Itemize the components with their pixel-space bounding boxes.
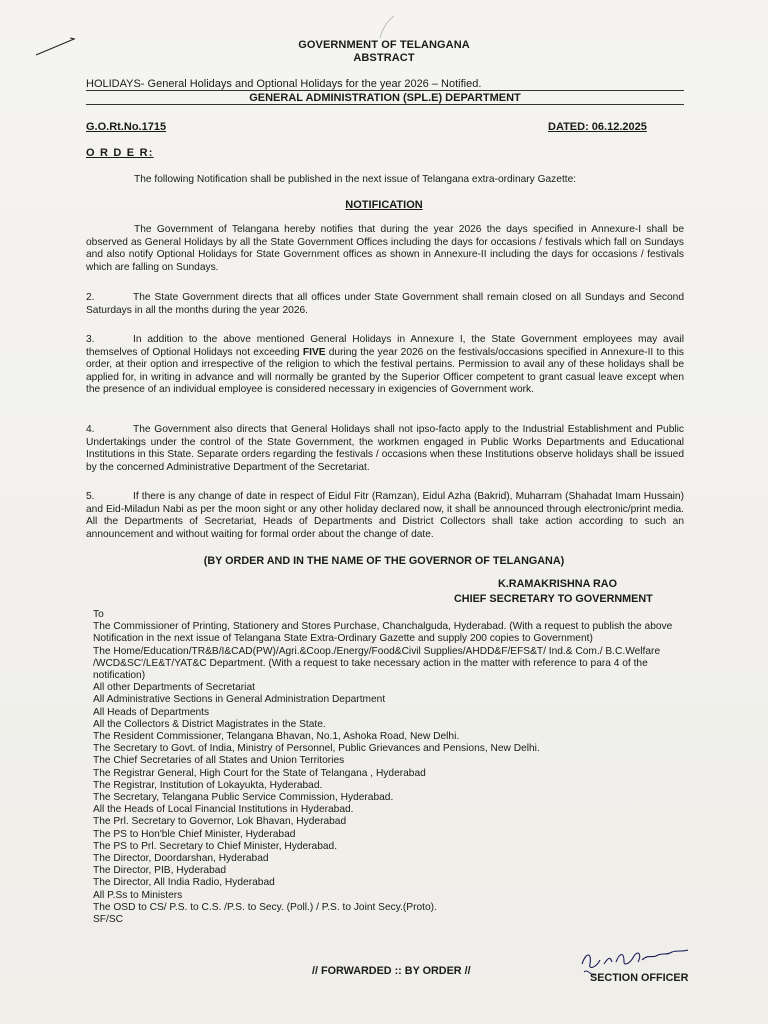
paragraph-3-text-a: In addition to the above mentioned General Holidays in Annexure I, the State Government employees may avail themselves of Optional Holidays not exceeding	[86, 334, 684, 358]
signatory-name: K.RAMAKRISHNA RAO	[498, 578, 617, 590]
distribution-item: The Registrar General, High Court for the State of Telangana , Hyderabad	[93, 767, 426, 779]
distribution-item: The Commissioner of Printing, Stationery and Stores Purchase, Chanchalguda, Hyderabad. (With a request to publish the above Notification in the next issue of Telangana State Extra-Ordinary Gazette and supply 200 copies to Government)	[93, 621, 673, 645]
distribution-item: All Heads of Departments	[93, 706, 210, 718]
paragraph-2	[86, 292, 684, 317]
paragraph-5	[86, 491, 684, 541]
by-order-line: (BY ORDER AND IN THE NAME OF THE GOVERNOR OF TELANGANA)	[203, 555, 565, 567]
paragraph-2-text: The State Government directs that all offices under State Government shall remain closed on all Sundays and Second Saturdays in all the months during the year 2026.	[86, 292, 684, 316]
distribution-item: The PS to Prl. Secretary to Chief Minister, Hyderabad.	[93, 840, 338, 852]
paragraph-3	[86, 334, 684, 397]
distribution-item: All other Departments of Secretariat	[93, 682, 255, 694]
paragraph-5-text: If there is any change of date in respect of Eidul Fitr (Ramzan), Eidul Azha (Bakrid), Muharram (Shahadat Imam Hussain) and Eid-Miladun Nabi as per the moon sight or any other holiday declared now, it shall be announced through electronic/print media. All the Departments of Secretariat, Heads of Departments and District Collectors shall take action according to such an announcement and without waiting for formal order about the change of date.	[86, 491, 684, 540]
paragraph-2-number: 2.	[86, 292, 95, 303]
distribution-item: All the Heads of Local Financial Institutions in Hyderabad.	[93, 804, 354, 816]
go-number: G.O.Rt.No.1715	[86, 121, 167, 133]
distribution-item: The Secretary, Telangana Public Service Commission, Hyderabad.	[93, 792, 394, 804]
forwarded-line: // FORWARDED :: BY ORDER //	[312, 965, 471, 977]
signatory-title: CHIEF SECRETARY TO GOVERNMENT	[454, 593, 653, 605]
paragraph-4-number: 4.	[86, 424, 95, 435]
fold-mark-icon	[370, 14, 400, 40]
distribution-item: All P.Ss to Ministers	[93, 889, 183, 901]
distribution-item: The Director, Doordarshan, Hyderabad	[93, 853, 269, 865]
distribution-item: The Director, PIB, Hyderabad	[93, 865, 227, 877]
distribution-item: All Administrative Sections in General Administration Department	[93, 694, 386, 706]
paragraph-4-text: The Government also directs that General Holidays shall not ipso-facto apply to the Industrial Establishment and Public Undertakings under the control of the State Government, the workmen engaged in Public Works Departments and Educational Institutions in this State. Separate orders regarding the festivals / occasions when these Institutions observe holidays shall be issued by the concerned Administrative Department of the Secretariat.	[86, 424, 684, 473]
distribution-item: The Chief Secretaries of all States and Union Territories	[93, 755, 345, 767]
subject-line: HOLIDAYS- General Holidays and Optional Holidays for the year 2026 – Notified.	[86, 78, 684, 91]
department-title: GENERAL ADMINISTRATION (SPL.E) DEPARTMENT	[86, 92, 684, 105]
distribution-item: The Resident Commissioner, Telangana Bhavan, No.1, Ashoka Road, New Delhi.	[93, 731, 460, 743]
order-intro: The following Notification shall be published in the next issue of Telangana extra-ordinary Gazette:	[134, 174, 577, 185]
distribution-item: The Registrar, Institution of Lokayukta, Hyderabad.	[93, 779, 323, 791]
distribution-item: All the Collectors & District Magistrates in the State.	[93, 718, 326, 730]
distribution-item: The Director, All India Radio, Hyderabad	[93, 877, 275, 889]
distribution-list	[93, 609, 693, 926]
government-title: GOVERNMENT OF TELANGANA	[298, 39, 470, 51]
notification-heading: NOTIFICATION	[345, 199, 423, 211]
distribution-item: The PS to Hon'ble Chief Minister, Hyderabad	[93, 828, 296, 840]
order-heading: O R D E R:	[86, 147, 154, 159]
distribution-item: The Prl. Secretary to Governor, Lok Bhavan, Hyderabad	[93, 816, 347, 828]
distribution-item: The OSD to CS/ P.S. to C.S. /P.S. to Secy. (Poll.) / P.S. to Joint Secy.(Proto).	[93, 901, 437, 913]
paragraph-5-number: 5.	[86, 491, 95, 502]
distribution-item: The Secretary to Govt. of India, Ministry of Personnel, Public Grievances and Pensions, New Delhi.	[93, 743, 540, 755]
distribution-item: SF/SC	[93, 914, 124, 926]
go-date: DATED: 06.12.2025	[548, 121, 647, 133]
paragraph-3-text-b: during the year 2026 on the festivals/occasions specified in Annexure-II to this order, at their option and irrespective of the religion to which the festival pertains. Permission to avail any of these holidays shall be applied for, in writing in advance and will normally be granted by the Superior Officer competent to grant casual leave except when the presence of an individual employee is considered necessary in exigencies of Government work.	[86, 346, 684, 396]
paragraph-4	[86, 424, 684, 474]
section-officer: SECTION OFFICER	[590, 972, 689, 984]
distribution-items	[93, 621, 693, 926]
paragraph-3-bold: FIVE	[302, 346, 326, 358]
distribution-to: To	[93, 609, 104, 620]
distribution-item: The Home/Education/TR&B/I&CAD(PW)/Agri.&Coop./Energy/Food&Civil Supplies/AHDD&F/EFS&T/ Ind.& Com./ B.C.Welfare /WCD&SC'/LE&T/YAT&C Department. (With a request to take necessary action in the matter with reference to para 4 of the notification)	[93, 645, 661, 682]
paragraph-3-number: 3.	[86, 334, 95, 345]
paragraph-1: The Government of Telangana hereby notifies that during the year 2026 the days specified in Annexure-I shall be observed as General Holidays by all the State Government Offices including the days for occasions / festivals which fall on Sundays and also notify Optional Holidays for State Government offices as shown in Annexure-II including the days for occasions / festivals which are falling on Sundays.	[86, 224, 684, 273]
abstract-title: ABSTRACT	[353, 52, 415, 64]
